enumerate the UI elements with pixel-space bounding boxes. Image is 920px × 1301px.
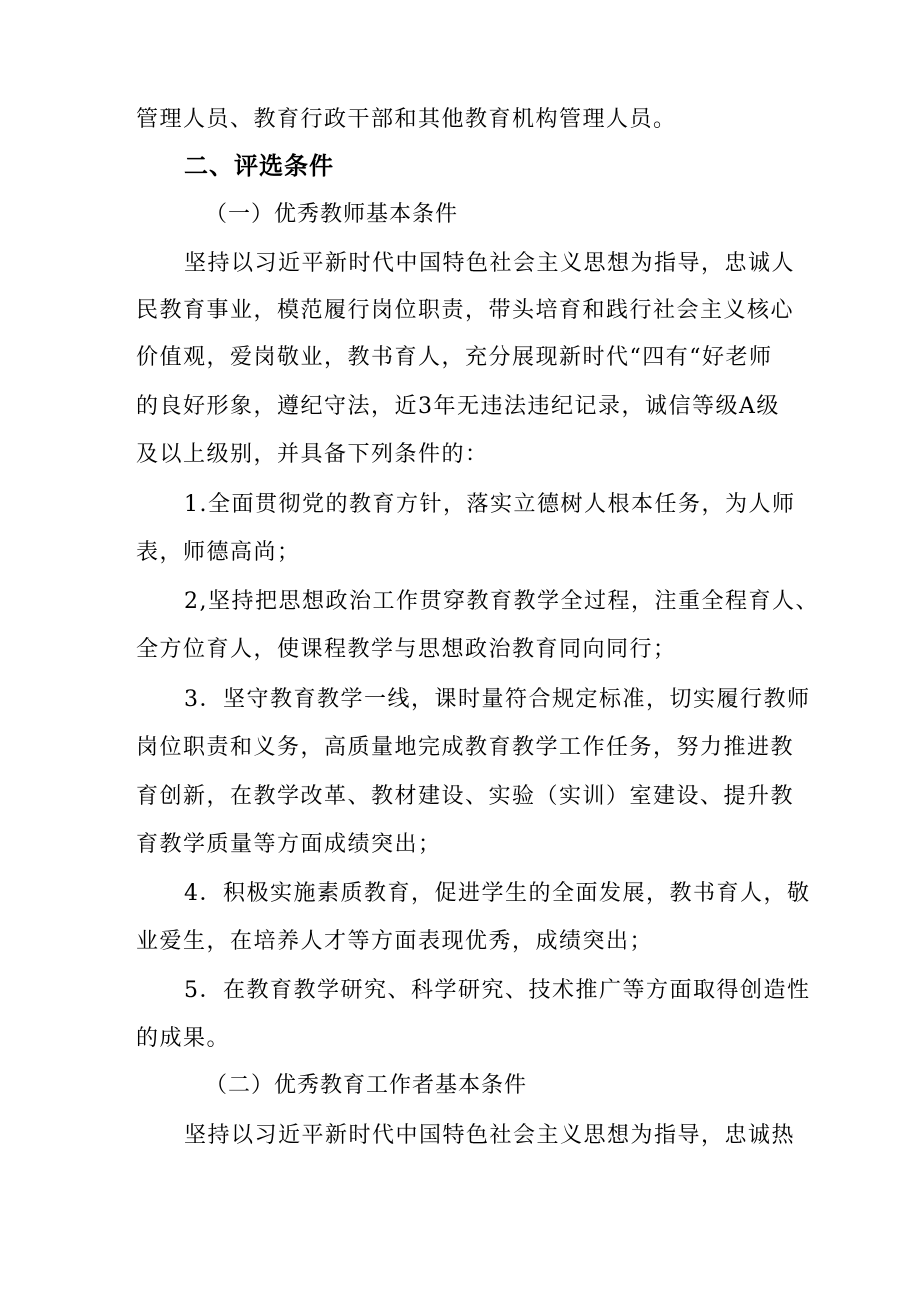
section-heading: 二、评选条件 xyxy=(184,152,334,180)
text-line: 育创新，在教学改革、教材建设、实验（实训）室建设、提升教 xyxy=(136,784,795,809)
text-line: 全方位育人，使课程教学与思想政治教育同向同行； xyxy=(136,637,677,662)
list-item: 4．积极实施素质教育，促进学生的全面发展，教书育人，敬 xyxy=(184,881,811,906)
text-line: 育教学质量等方面成绩突出； xyxy=(136,832,442,857)
text-line: 坚持以习近平新时代中国特色社会主义思想为指导，忠诚人 xyxy=(184,251,796,276)
text-line: 表，师德高尚； xyxy=(136,540,301,565)
text-line: 岗位职责和义务，高质量地完成教育教学工作任务，努力推进教 xyxy=(136,735,795,760)
list-item: 1.全面贯彻党的教育方针，落实立德树人根本任务，为人师 xyxy=(184,492,796,517)
text-line: 民教育事业，模范履行岗位职责，带头培育和践行社会主义核心 xyxy=(136,298,795,323)
text-line: 及以上级别，并具备下列条件的： xyxy=(136,442,489,467)
text-line: 的良好形象，遵纪守法，近3年无违法违纪记录，诚信等级A级 xyxy=(136,394,780,419)
list-item: 3．坚守教育教学一线，课时量符合规定标准，切实履行教师 xyxy=(184,687,811,712)
text-line: 的成果。 xyxy=(136,1026,231,1051)
subsection-heading: （二）优秀教育工作者基本条件 xyxy=(205,1073,528,1098)
text-line: 坚持以习近平新时代中国特色社会主义思想为指导，忠诚热 xyxy=(184,1123,796,1148)
text-line: 管理人员、教育行政干部和其他教育机构管理人员。 xyxy=(136,107,677,132)
text-line: 价值观，爱岗敬业，教书育人，充分展现新时代“四有“好老师 xyxy=(136,345,773,370)
subsection-heading: （一）优秀教师基本条件 xyxy=(205,202,459,227)
list-item: 2,坚持把思想政治工作贯穿教育教学全过程，注重全程育人、 xyxy=(184,589,819,614)
list-item: 5．在教育教学研究、科学研究、技术推广等方面取得创造性 xyxy=(184,978,811,1003)
text-line: 业爱生，在培养人才等方面表现优秀，成绩突出； xyxy=(136,929,654,954)
